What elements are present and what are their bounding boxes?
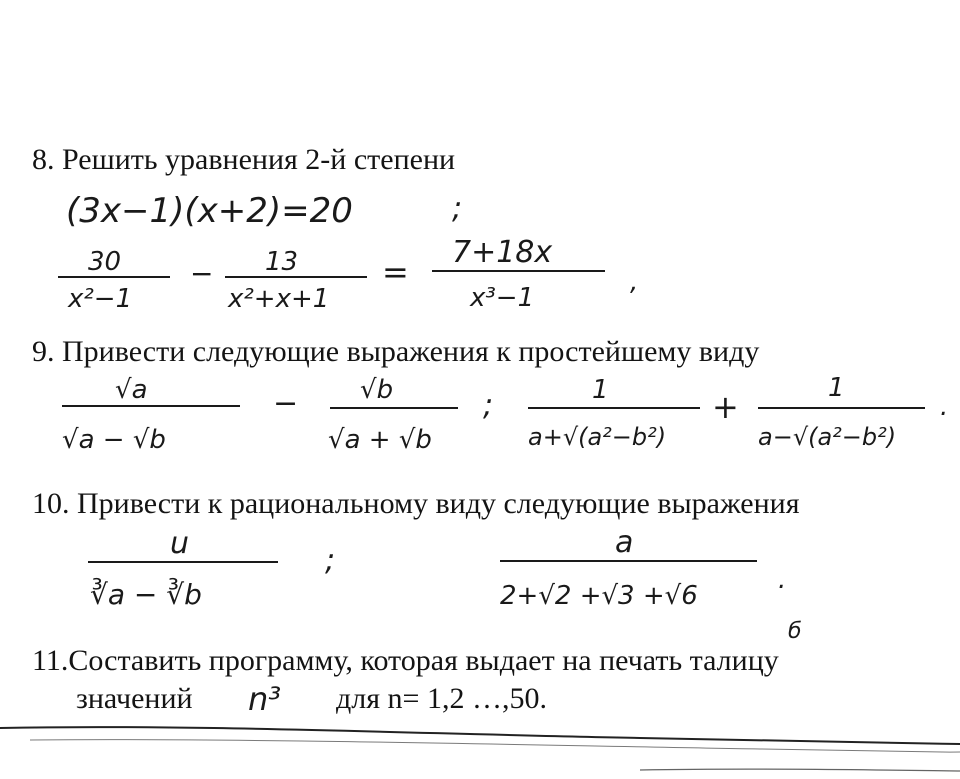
task-9-expr2-frac2-num: 1 [828,373,845,403]
task-9-expr1-frac1-den: √a − √b [62,425,166,455]
task-8-end-comma: , [630,267,639,297]
task-9-expr2-frac2-den: a−√(a²−b²) [758,423,897,451]
task-9-expr1-frac2-num: √b [360,375,394,405]
task-10-frac1-num: u [170,526,190,561]
task-8-frac3-num: 7+18x [452,235,553,270]
task-9-expr1-minus: − [273,386,299,421]
task-8-frac3-den: x³−1 [470,283,535,313]
task-8-separator: ; [452,191,463,226]
task-8-minus: − [190,257,214,290]
task-8-frac2-den: x²+x+1 [228,284,330,314]
task-10-frac2-num: a [615,525,634,560]
task-10-separator: ; [325,543,336,578]
scan-edge-line-bottom [640,769,960,771]
task-8-equation-1: (3x−1)(x+2)=20 [66,191,353,231]
task-8-equals: = [382,253,409,291]
task-11-correction: б [788,619,802,644]
task-11-power: n³ [248,680,282,718]
task-8-frac1-num: 30 [88,247,122,277]
task-9-expr1-frac1-num: √a [115,375,148,405]
task-11-line-1: 11.Составить программу, которая выдает на печать талицу [32,644,779,677]
task-8-frac1-den: x²−1 [68,284,133,314]
task-10-frac2-den: 2+√2 +√3 +√6 [500,581,698,611]
task-9-end-dot: . [940,392,949,422]
task-11-line-2-suffix: для n= 1,2 …,50. [336,682,547,715]
task-10-end-dot: . [778,565,787,595]
task-9-expr2-plus: + [712,388,739,426]
task-9-heading: 9. Привести следующие выражения к простейшему виду [32,335,760,368]
scan-edge-line [0,727,960,744]
task-9-expr1-frac2-den: √a + √b [328,425,432,455]
task-9-expr2-frac1-den: a+√(a²−b²) [528,423,667,451]
task-11-line-2-prefix: значений [76,682,193,715]
task-8-frac2-num: 13 [265,247,299,277]
task-10-heading: 10. Привести к рациональному виду следующие выражения [32,487,800,520]
task-9-separator: ; [483,388,494,423]
task-8-heading: 8. Решить уравнения 2-й степени [32,143,456,176]
task-9-expr2-frac1-num: 1 [592,375,609,405]
task-10-frac1-den: ∛a − ∛b [90,578,202,611]
